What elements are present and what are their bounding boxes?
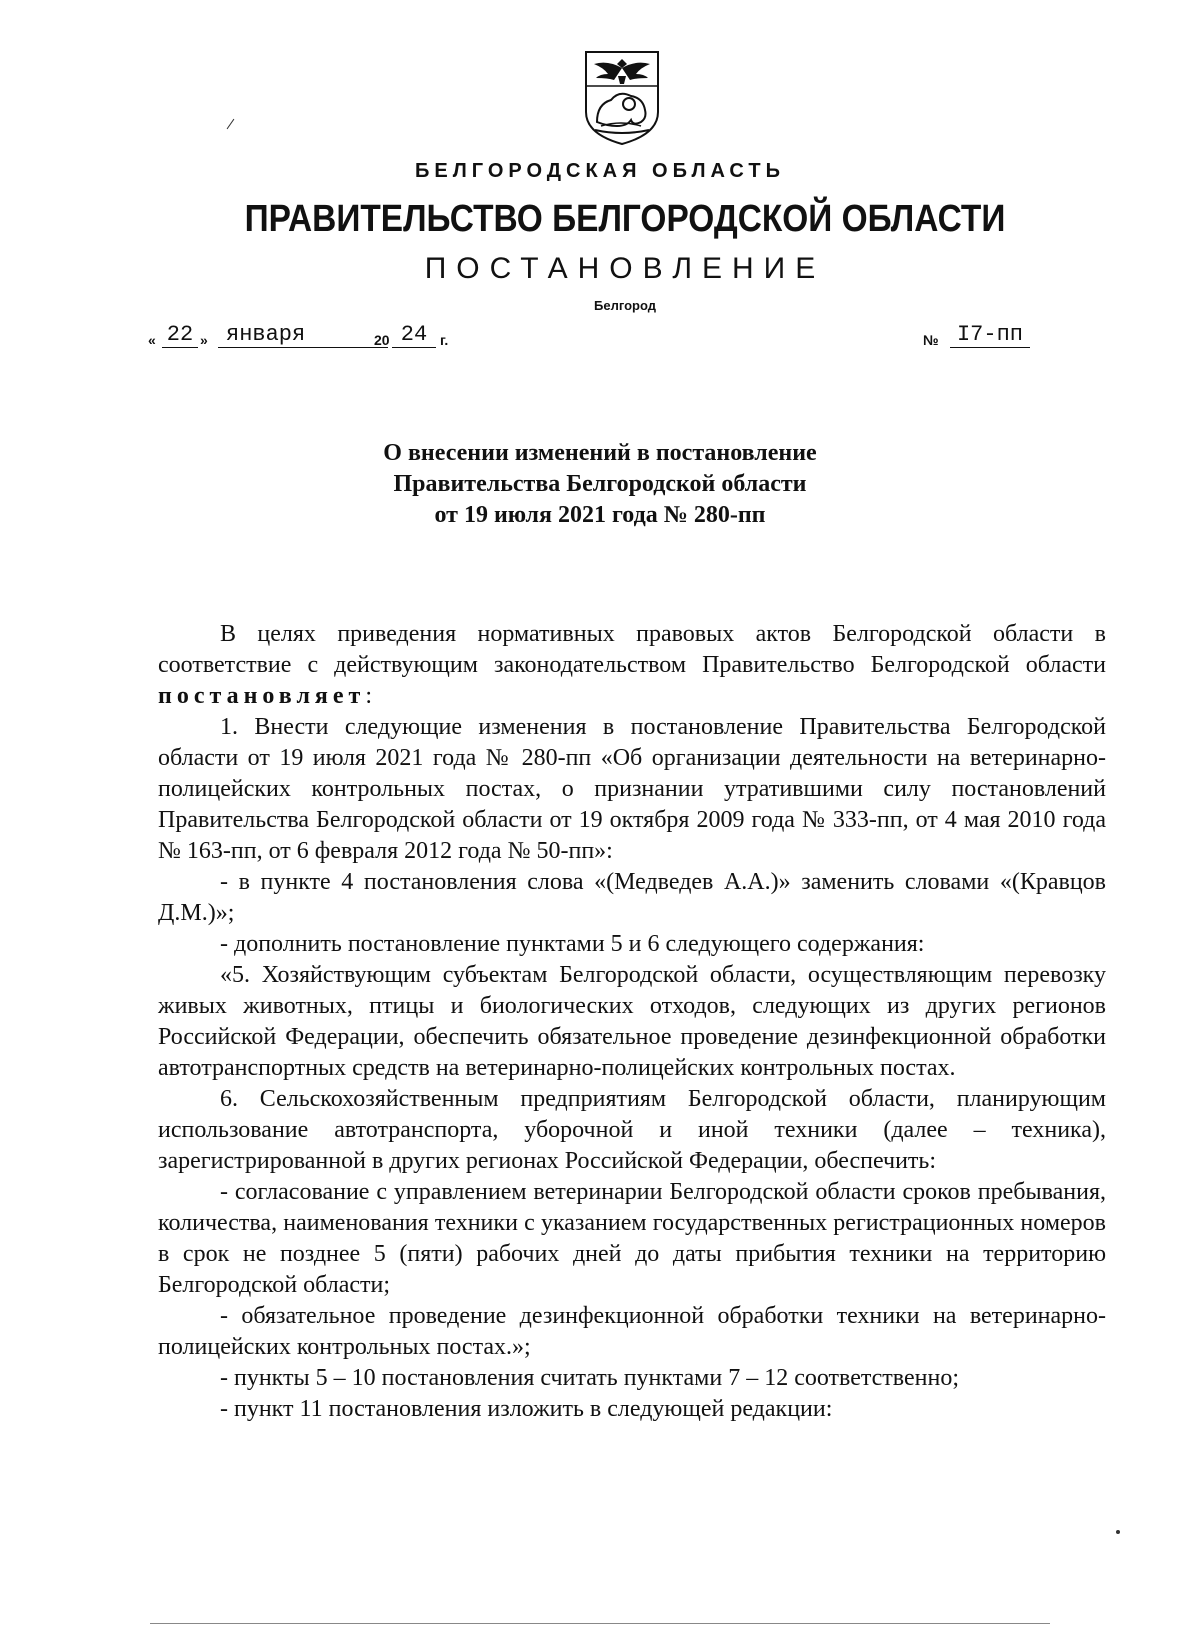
paragraph-change-3: - пункты 5 – 10 постановления считать пунктами 7 – 12 соответственно; <box>220 1365 959 1391</box>
preamble-colon: : <box>365 683 372 709</box>
date-year-prefix: 20 <box>374 332 390 348</box>
date-year-suffix: 24 <box>392 323 436 348</box>
city-name: Белгород <box>594 298 656 313</box>
document-title <box>0 438 1200 531</box>
date-year-abbr: г. <box>440 332 449 348</box>
region-name: БЕЛГОРОДСКАЯ ОБЛАСТЬ <box>415 160 785 182</box>
scan-artifact <box>1116 1530 1120 1534</box>
date-month: января <box>218 323 388 348</box>
title-line-1: О внесении изменений в постановление <box>383 440 817 466</box>
paragraph-change-2: - дополнить постановление пунктами 5 и 6 следующего содержания: <box>220 931 925 957</box>
document-number: I7-пп <box>950 323 1030 348</box>
title-line-3: от 19 июля 2021 года № 280-пп <box>434 502 766 528</box>
paragraph-preamble <box>158 619 1106 712</box>
date-day: 22 <box>162 323 198 348</box>
preamble-text: В целях приведения нормативных правовых актов Белгородской области в соответствие с действующим законодательством Правительство Белгородской области <box>158 621 1106 678</box>
document-body <box>158 619 1106 1425</box>
paragraph-new-item-6: 6. Сельскохозяйственным предприятиям Белгородской области, планирующим использование автотранспорта, уборочной и иной техники (далее – техника), зарегистрированной в других регионах Российской Федерации, обеспечить: <box>158 1086 1106 1174</box>
document-type: ПОСТАНОВЛЕНИЕ <box>424 252 826 285</box>
paragraph-new-item-5: «5. Хозяйствующим субъектам Белгородской области, осуществляющим перевозку живых животных, птицы и биологических отходов, следующих из других регионов Российской Федерации, обеспечить обязательное проведение дезинфекционной обработки автотранспортных средств на ветеринарно-полицейских контрольных постах. <box>158 962 1106 1081</box>
number-label: № <box>923 332 939 348</box>
date-open-quote: « <box>148 332 156 348</box>
paragraph-change-1: - в пункте 4 постановления слова «(Медведев А.А.)» заменить словами «(Кравцов Д.М.)»; <box>158 869 1106 926</box>
title-line-2: Правительства Белгородской области <box>393 471 807 497</box>
paragraph-subitem-1: - согласование с управлением ветеринарии Белгородской области сроков пребывания, количества, наименования техники с указанием государственных регистрационных номеров в срок не позднее 5 (пяти) рабочих дней до даты прибытия техники на территорию Белгородской области; <box>158 1179 1106 1298</box>
paragraph-subitem-2: - обязательное проведение дезинфекционной обработки техники на ветеринарно-полицейских контрольных постах.»; <box>158 1303 1106 1360</box>
date-close-quote: » <box>200 332 208 348</box>
government-name: ПРАВИТЕЛЬСТВО БЕЛГОРОДСКОЙ ОБЛАСТИ <box>244 198 1006 240</box>
scan-artifact <box>227 119 235 129</box>
date-number-line <box>148 322 1088 352</box>
paragraph-item-1: 1. Внести следующие изменения в постановление Правительства Белгородской области от 19 июля 2021 года № 280-пп «Об организации деятельности на ветеринарно-полицейских контрольных постах, о признании утратившими силу постановлений Правительства Белгородской области от 19 октября 2009 года № 333-пп, от 4 мая 2010 года № 163-пп, от 6 февраля 2012 года № 50-пп»: <box>158 714 1106 864</box>
paragraph-change-4: - пункт 11 постановления изложить в следующей редакции: <box>220 1396 833 1422</box>
coat-of-arms-emblem <box>583 50 661 146</box>
scan-artifact <box>150 1623 1050 1624</box>
preamble-emphasis: постановляет <box>158 683 366 709</box>
